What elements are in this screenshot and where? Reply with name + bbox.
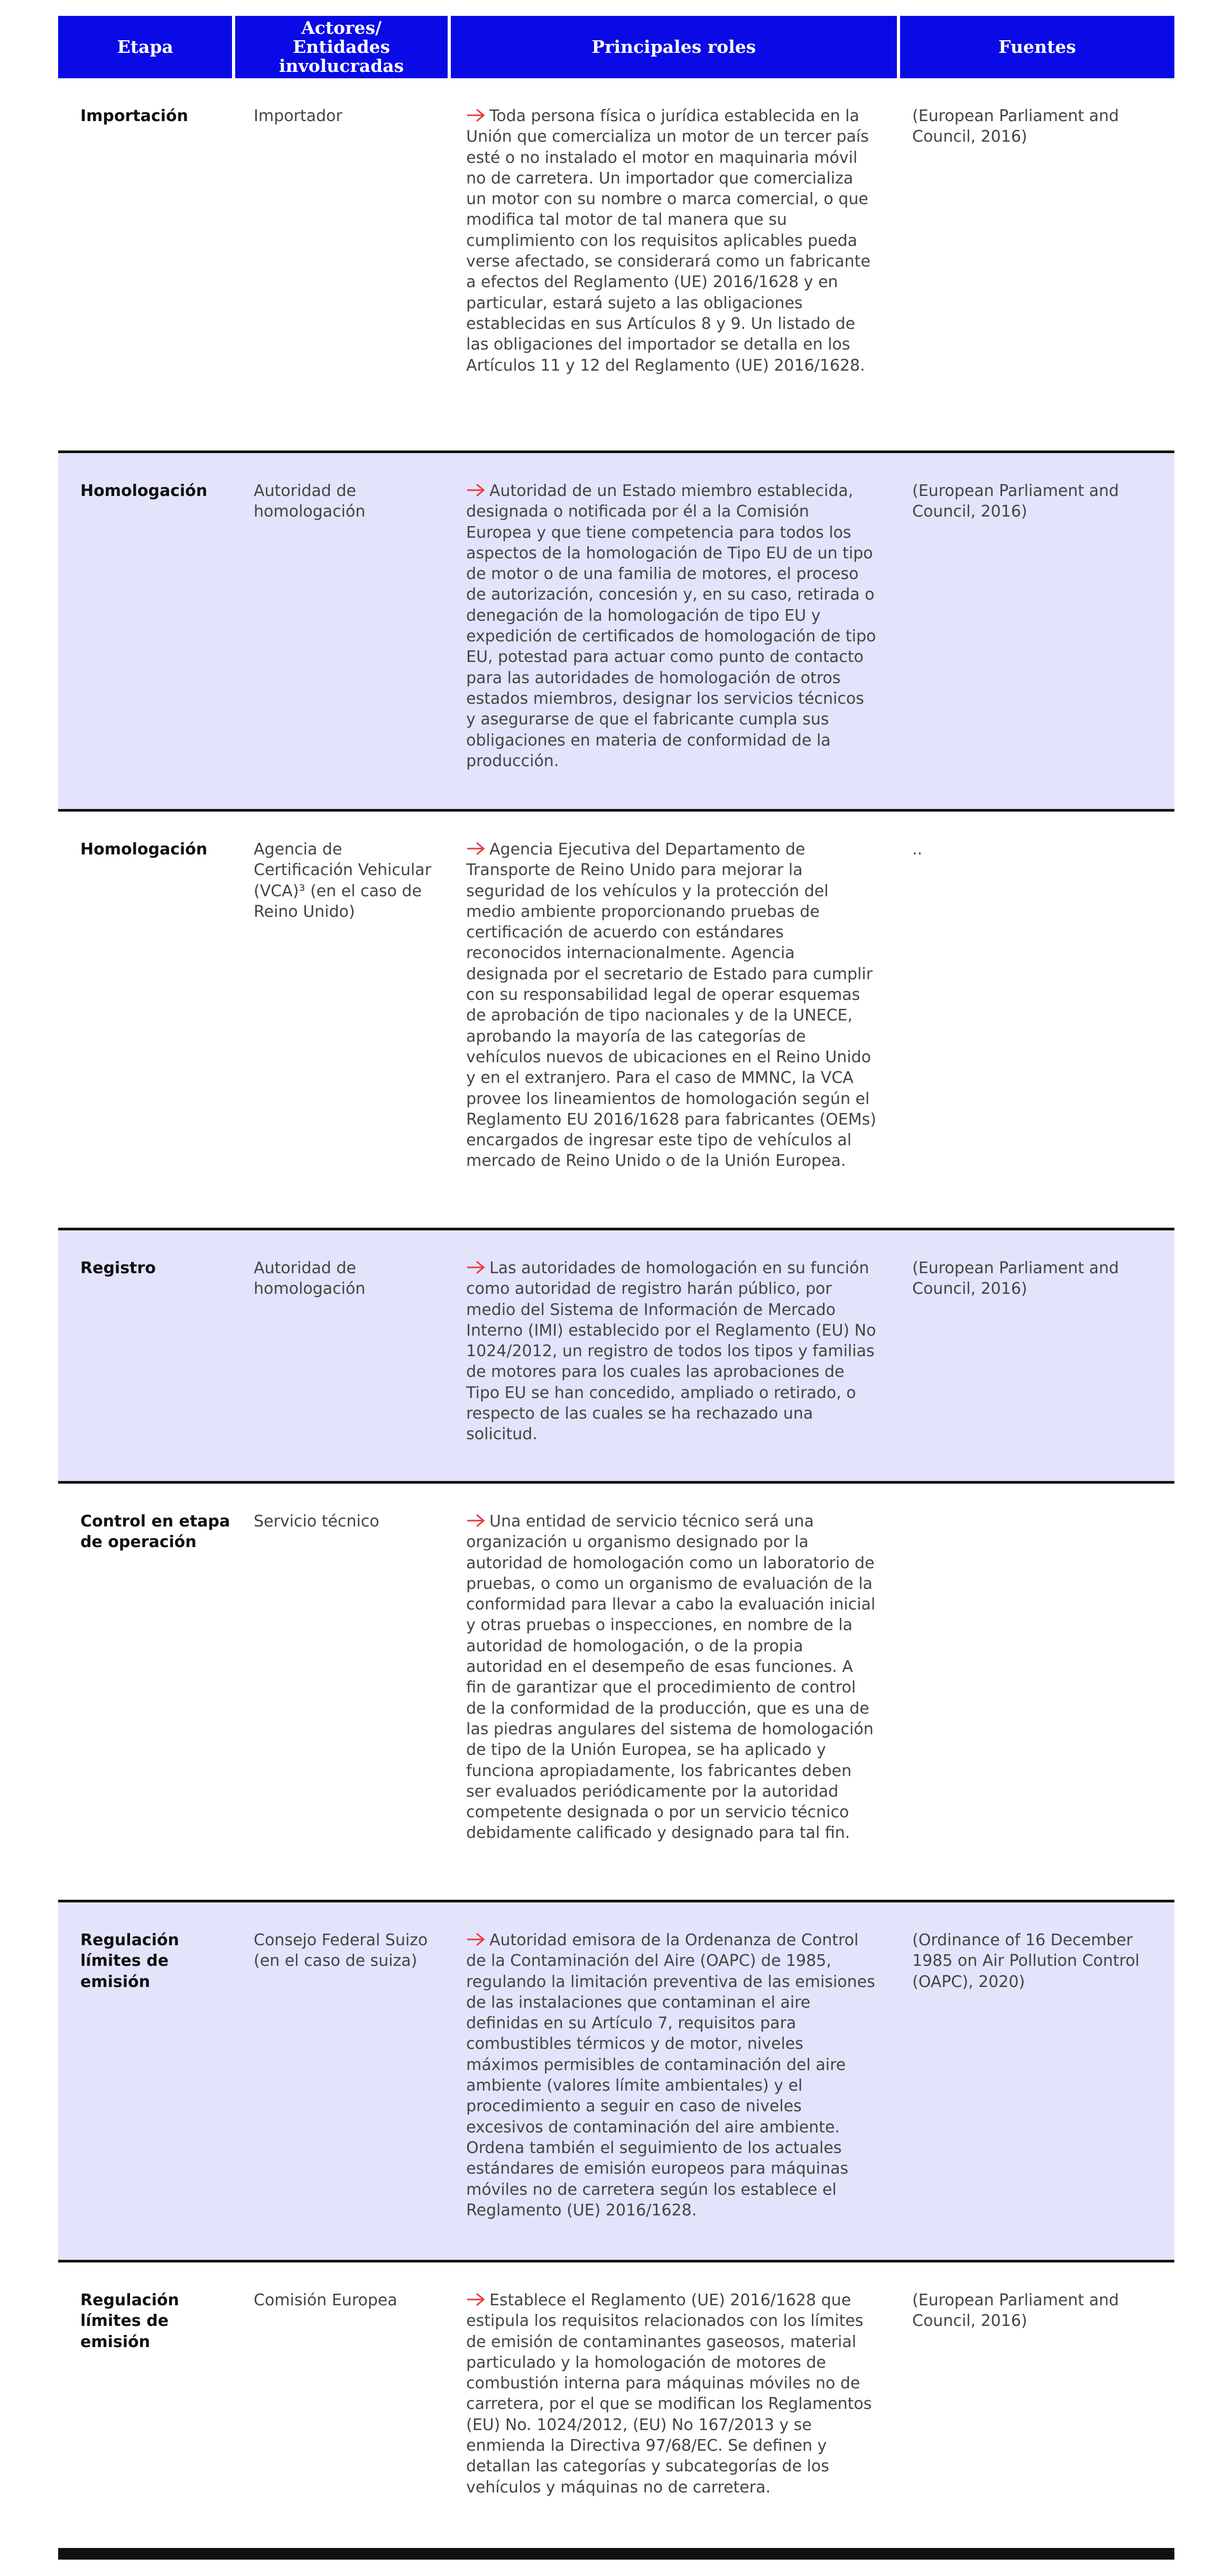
rol-cell <box>445 1230 892 1481</box>
fuente-cell: (European Parliament and Council, 2016) <box>912 2291 1119 2331</box>
actor-cell: Agencia de Certificación Vehicular (VCA)³ (en el caso de Reino Unido) <box>254 840 431 921</box>
rol-text: Agencia Ejecutiva del Departamento de Transporte de Reino Unido para mejorar la seguridad de los vehículos y la protección del medio ambiente proporcionando pruebas de certificación de acuerdo con estándares reconocidos internacionalmente. Agencia designada por el secretario de Estado para cumplir con su responsabilidad legal de operar esquemas de aprobación de tipo nacionales y de la UNECE, aprobando la mayoría de las categorías de vehículos nuevos de ubicaciones en el Reino Unido y en el extranjero. Para el caso de MMNC, la VCA provee los lineamientos de homologación según el Reglamento EU 2016/1628 para fabricantes (OEMs) encargados de ingresar este tipo de vehículos al mercado de Reino Unido o de la Unión Europea. <box>466 840 876 1171</box>
rol-cell <box>445 1902 892 2260</box>
header-actores <box>235 16 450 78</box>
etapa-cell: Homologación <box>80 482 208 500</box>
arrow-right-icon <box>466 1933 485 1946</box>
table-row <box>58 1484 1174 1902</box>
rol-text: Toda persona física o jurídica establecida en la Unión que comercializa un motor de un tercer país esté o no instalado el motor en maquinaria móvil no de carretera. Un importador que comercializa un motor con su nombre o marca comercial, o que modifica tal motor de tal manera que su cumplimiento con los requisitos aplicables pueda verse afectado, se considerará como un fabricante a efectos del Reglamento (UE) 2016/1628 y en particular, estará sujeto a las obligaciones establecidas en sus Artículos 8 y 9. Un listado de las obligaciones del importador se detalla en los Artículos 11 y 12 del Reglamento (UE) 2016/1628. <box>466 107 870 375</box>
fuente-cell: .. <box>912 840 923 859</box>
etapa-cell: Regulación límites de emisión <box>80 1931 179 1991</box>
etapa-cell: Registro <box>80 1259 156 1277</box>
etapa-cell: Control en etapa de operación <box>80 1512 230 1552</box>
arrow-right-icon <box>466 1514 485 1528</box>
actor-cell: Importador <box>254 107 342 125</box>
table-header <box>58 16 1174 78</box>
actor-cell: Consejo Federal Suizo (en el caso de suiza) <box>254 1931 428 1971</box>
header-etapa: Etapa <box>58 16 235 78</box>
fuente-cell: (Ordinance of 16 December 1985 on Air Pollution Control (OAPC), 2020) <box>912 1931 1140 1991</box>
table-row <box>58 78 1174 453</box>
header-roles: Principales roles <box>451 16 900 78</box>
etapa-cell: Homologación <box>80 840 208 859</box>
table-row <box>58 2262 1174 2548</box>
table-row <box>58 453 1174 812</box>
rol-cell <box>445 453 892 809</box>
rol-text: Autoridad emisora de la Ordenanza de Control de la Contaminación del Aire (OAPC) de 1985, regulando la limitación preventiva de las emisiones de las instalaciones que contaminan el aire definidas en su Artículo 7, requisitos para combustibles térmicos y de motor, niveles máximos permisibles de contaminación del aire ambiente (valores límite ambientales) y el procedimiento a seguir en caso de niveles excesivos de contaminación del aire ambiente. Ordena también el seguimiento de los actuales estándares de emisión europeos para máquinas móviles no de carretera según los establece el Reglamento (UE) 2016/1628. <box>466 1931 875 2220</box>
arrow-right-icon <box>466 842 485 855</box>
table-bottom-border <box>58 2548 1174 2560</box>
etapa-cell: Importación <box>80 107 188 125</box>
header-actores-label: Actores/ Entidades involucradas <box>279 17 404 76</box>
actor-cell: Autoridad de homologación <box>254 482 366 521</box>
actor-cell: Servicio técnico <box>254 1512 379 1531</box>
rol-text: Establece el Reglamento (UE) 2016/1628 que estipula los requisitos relacionados con los límites de emisión de contaminantes gaseosos, material particulado y la homologación de motores de combustión interna para máquinas móviles no de carretera, por el que se modifican los Reglamentos (EU) No. 1024/2012, (EU) No 167/2013 y se enmienda la Directiva 97/68/EC. Se definen y detallan las categorías y subcategorías de los vehículos y máquinas no de carretera. <box>466 2291 872 2497</box>
rol-cell <box>445 78 892 450</box>
rol-text: Las autoridades de homologación en su función como autoridad de registro harán público, por medio del Sistema de Información de Mercado Interno (IMI) establecido por el Reglamento (EU) No 1024/2012, un registro de todos los tipos y familias de motores para los cuales las aprobaciones de Tipo EU se han concedido, ampliado o retirado, o respecto de las cuales se ha rechazado una solicitud. <box>466 1259 876 1444</box>
arrow-right-icon <box>466 1261 485 1274</box>
rol-text: Una entidad de servicio técnico será una organización u organismo designado por la autoridad de homologación como un laboratorio de pruebas, o como un organismo de evaluación de la conformidad para llevar a cabo la evaluación inicial y otras pruebas o inspecciones, en nombre de la autoridad de homologación, o de la propia autoridad en el desempeño de esas funciones. A fin de garantizar que el procedimiento de control de la conformidad de la producción, que es una de las piedras angulares del sistema de homologación de tipo de la Unión Europea, se ha aplicado y funciona apropiadamente, los fabricantes deben ser evaluados periódicamente por la autoridad competente designada o por un servicio técnico debidamente calificado y designado para tal fin. <box>466 1512 876 1843</box>
fuente-cell: (European Parliament and Council, 2016) <box>912 482 1119 521</box>
arrow-right-icon <box>466 108 485 122</box>
header-fuentes: Fuentes <box>900 16 1174 78</box>
rol-cell <box>445 2262 892 2548</box>
actor-cell: Comisión Europea <box>254 2291 397 2310</box>
arrow-right-icon <box>466 483 485 497</box>
arrow-right-icon <box>466 2293 485 2306</box>
rol-cell <box>445 812 892 1228</box>
roles-table <box>58 16 1174 2560</box>
table-row <box>58 1902 1174 2262</box>
table-row <box>58 1230 1174 1484</box>
actor-cell: Autoridad de homologación <box>254 1259 366 1299</box>
rol-text: Autoridad de un Estado miembro establecida, designada o notificada por él a la Comisión Europea y que tiene competencia para todos los aspectos de la homologación de Tipo EU de un tipo de motor o de una familia de motores, el proceso de autorización, concesión y, en su caso, retirada o denegación de la homologación de tipo EU y expedición de certificados de homologación de tipo EU, potestad para actuar como punto de contacto para las autoridades de homologación de otros estados miembros, designar los servicios técnicos y asegurarse de que el fabricante cumpla sus obligaciones en materia de conformidad de la producción. <box>466 482 876 770</box>
rol-cell <box>445 1484 892 1900</box>
fuente-cell: (European Parliament and Council, 2016) <box>912 107 1119 146</box>
fuente-cell <box>892 1484 1170 1900</box>
table-row <box>58 812 1174 1230</box>
etapa-cell: Regulación límites de emisión <box>80 2291 179 2351</box>
fuente-cell: (European Parliament and Council, 2016) <box>912 1259 1119 1299</box>
